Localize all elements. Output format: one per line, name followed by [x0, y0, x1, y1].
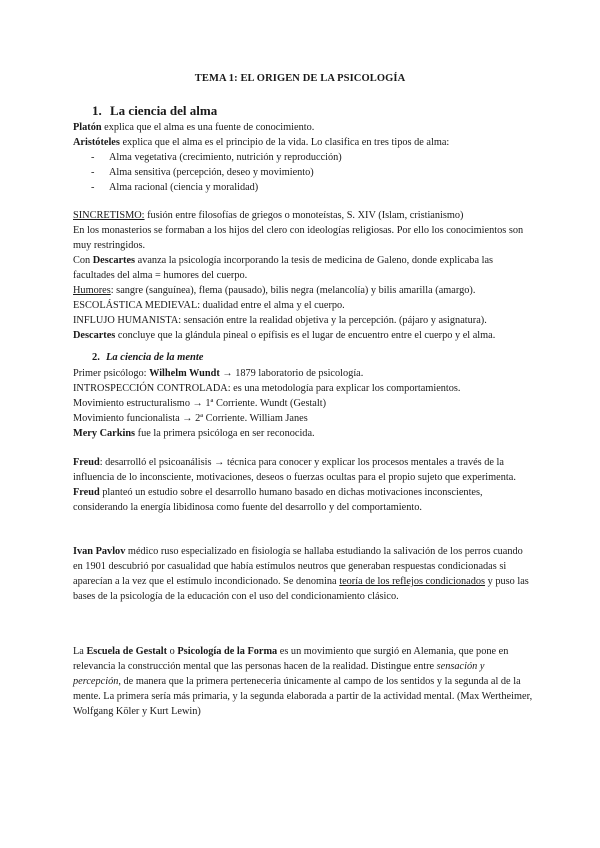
- gestalt-paragraph: [73, 644, 533, 719]
- alma-types-list: [73, 150, 533, 195]
- descartes-pre: Con: [73, 255, 93, 266]
- pavlov-end: y puso las bases de la psicología de la educación con el uso del condicionamiento clásico.: [73, 576, 529, 602]
- pavlov-teoria: teoría de los reflejos condicionados: [339, 576, 486, 587]
- freud-2-name: Freud: [73, 487, 100, 498]
- sincretismo-label: SINCRETISMO:: [73, 210, 145, 221]
- descartes-conclusion-name: Descartes: [73, 330, 116, 341]
- pavlov-name: Ivan Pavlov: [73, 546, 126, 557]
- platon-paragraph: [73, 120, 533, 135]
- aristoteles-name: Aristóteles: [73, 137, 120, 148]
- gestalt-italic: sensación y percepción: [73, 661, 485, 687]
- aristoteles-paragraph: [73, 135, 533, 150]
- pavlov-paragraph: [73, 544, 533, 604]
- freud-block: [73, 455, 533, 515]
- humores-text: : sangre (sanguínea), flema (pausado), bilis negra (melancolía) y bilis amarilla (amargo).: [110, 285, 476, 296]
- gestalt-name-2: Psicología de la Forma: [177, 646, 278, 657]
- calkins-text: fue la primera psicóloga en ser reconocida.: [135, 428, 315, 439]
- calkins-paragraph: [73, 426, 533, 441]
- gestalt-block: [73, 644, 533, 719]
- section-1-body: [73, 120, 533, 195]
- estructuralismo-paragraph: Movimiento estructuralismo → 1ª Corriente. Wundt (Gestalt): [73, 398, 327, 409]
- section-2-number: 2.: [92, 352, 100, 363]
- primer-psicologo-label: Primer psicólogo:: [73, 368, 150, 379]
- freud-name: Freud: [73, 457, 100, 468]
- escolastica-paragraph: ESCOLÁSTICA MEDIEVAL: dualidad entre el alma y el cuerpo.: [73, 300, 345, 311]
- list-item: - Alma racional (ciencia y moralidad): [73, 180, 533, 195]
- wundt-text: → 1879 laboratorio de psicología.: [219, 368, 364, 379]
- document-title: TEMA 1: EL ORIGEN DE LA PSICOLOGÍA: [194, 73, 406, 84]
- descartes-text: avanza la psicología incorporando la tesis de medicina de Galeno, donde explicaba las facultades del alma = humores del cuerpo.: [73, 255, 494, 281]
- section-1-number: 1.: [92, 103, 102, 118]
- calkins-name: Mery Carkins: [73, 428, 136, 439]
- gestalt-pre: La: [73, 646, 87, 657]
- gestalt-mid: o: [167, 646, 178, 657]
- gestalt-name-1: Escuela de Gestalt: [86, 646, 168, 657]
- aristoteles-text: explica que el alma es el principio de la vida. Lo clasifica en tres tipos de alma:: [119, 137, 450, 148]
- section-1-history: [73, 208, 533, 343]
- descartes-name: Descartes: [92, 255, 136, 266]
- influjo-paragraph: INFLUJO HUMANISTA: sensación entre la realidad objetiva y la percepción. (pájaro y asignatura).: [73, 315, 487, 326]
- descartes-conclusion-text: concluye que la glándula pineal o epífisis es el lugar de encuentro entre el cuerpo y el alma.: [115, 330, 496, 341]
- section-2-body: [73, 366, 533, 441]
- pavlov-block: [73, 544, 533, 604]
- descartes-paragraph: [73, 253, 533, 283]
- sincretismo-paragraph: [73, 208, 533, 223]
- descartes-conclusion-paragraph: [73, 328, 533, 343]
- sincretismo-text: fusión entre filosofías de griegos o monoteístas, S. XIV (Islam, cristianismo): [144, 210, 464, 221]
- humores-label: Humores: [73, 285, 111, 296]
- section-2-title: La ciencia de la mente: [106, 352, 204, 363]
- funcionalista-paragraph: Movimiento funcionalista → 2ª Corriente. William Janes: [73, 413, 308, 424]
- platon-text: explica que el alma es una fuente de conocimiento.: [101, 122, 315, 133]
- section-1-title: La ciencia del alma: [110, 103, 218, 118]
- humores-paragraph: [73, 283, 533, 298]
- list-item: - Alma vegetativa (crecimiento, nutrición y reproducción): [73, 150, 533, 165]
- freud-2-text: planteó un estudio sobre el desarrollo humano basado en dichas motivaciones inconscientes, considerando la energía libidinosa como fuente del desarrollo y del comportamiento.: [73, 487, 483, 513]
- monasterios-paragraph: En los monasterios se formaban a los hijos del clero con ideologías religiosas. Por ello los conocimientos son muy restringidos.: [73, 225, 524, 251]
- freud-text: : desarrolló el psicoanálisis → técnica para conocer y explicar los procesos mentales a través de la influencia de lo inconsciente, motivaciones, deseos o fuerzas ocultas para el propio sujeto que experimenta.: [73, 457, 516, 483]
- introspeccion-paragraph: INTROSPECCIÓN CONTROLADA: es una metodología para explicar los comportamientos.: [73, 383, 461, 394]
- gestalt-text-1: es un movimiento que surgió en Alemania, que pone en relevancia la construcción mental que las personas hacen de la realidad. Distingue entre: [73, 646, 509, 672]
- freud-paragraph: [73, 455, 533, 485]
- section-2-heading: [92, 352, 203, 363]
- section-1-heading: [92, 103, 217, 119]
- wundt-paragraph: [73, 366, 533, 381]
- gestalt-text-2: , de manera que la primera perteneceria únicamente al campo de los sentidos y la segunda al de la mente. La primera sería más primaria, y la segunda elaborada a partir de la actividad mental. (Max Wertheimer, Wolfgang Köler y Kurt Lewin): [73, 676, 533, 717]
- wundt-name: Wilhelm Wundt: [149, 368, 220, 379]
- pavlov-text: médico ruso especializado en fisiología se hallaba estudiando la salivación de los perros cuando en 1901 descubrió por casualidad que había estímulos neutros que generaban respuestas condicionadas si aparecían a la vez que el estímulo incondicionado. Se denomina: [73, 546, 523, 587]
- list-item: - Alma sensitiva (percepción, deseo y movimiento): [73, 165, 533, 180]
- platon-name: Platón: [73, 122, 102, 133]
- freud-2-paragraph: [73, 485, 533, 515]
